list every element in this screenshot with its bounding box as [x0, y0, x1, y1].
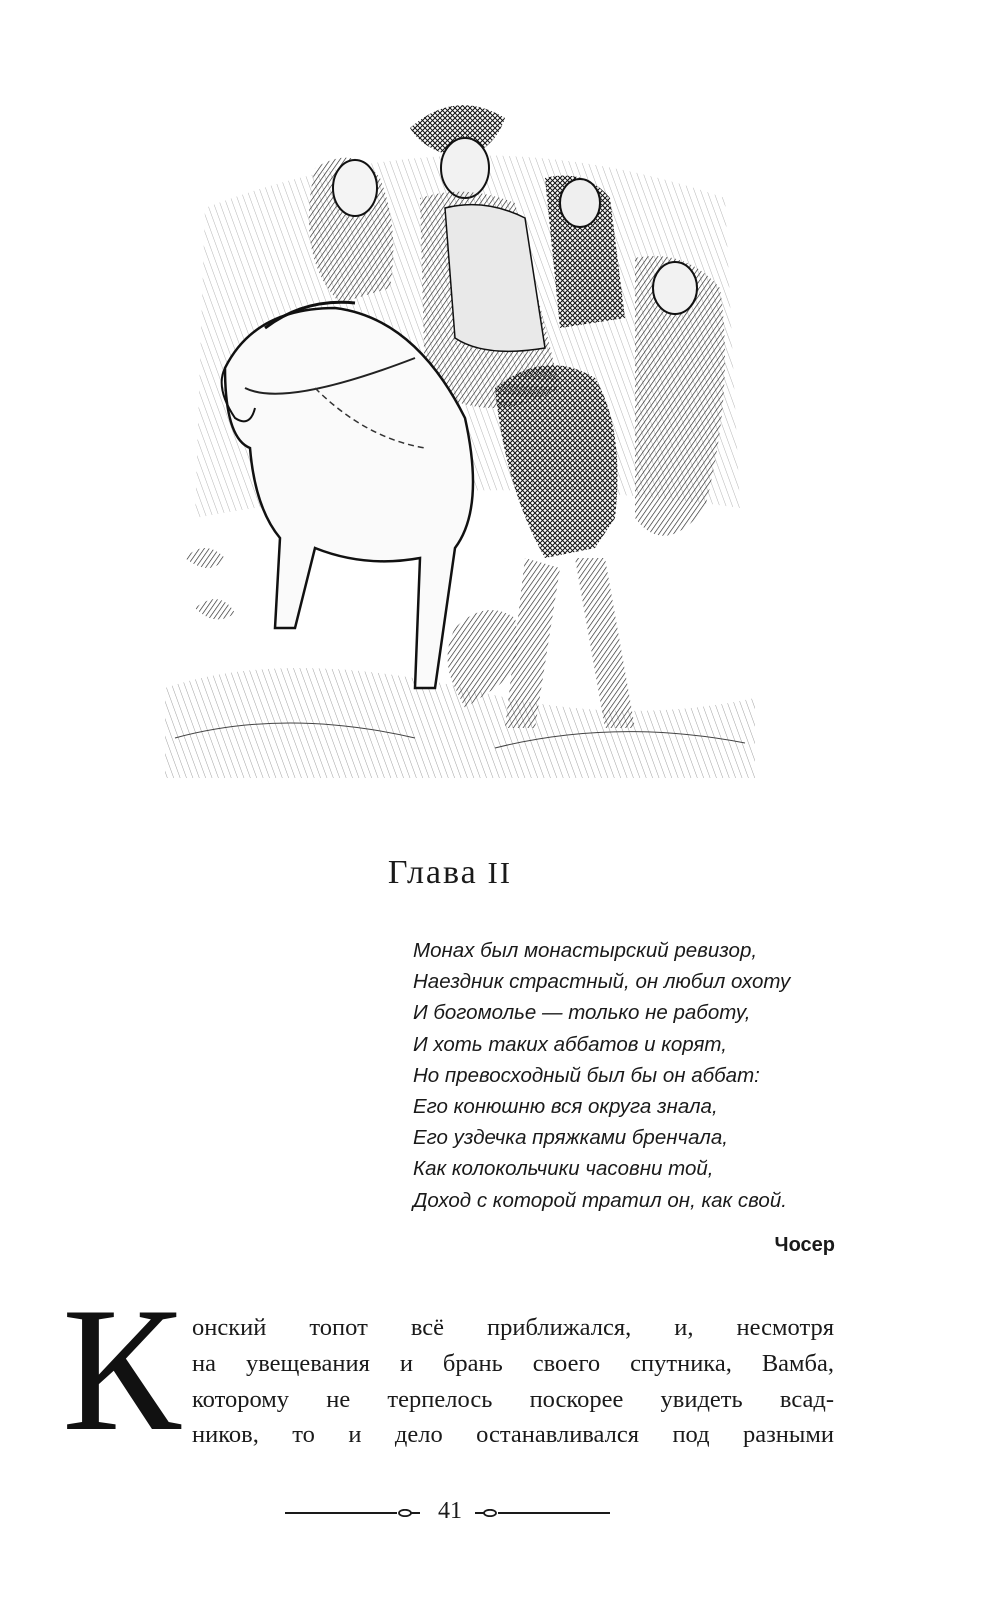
- epigraph-line: Как колокольчики часовни той,: [413, 1157, 714, 1181]
- page-number: 41: [438, 1498, 462, 1524]
- epigraph-line: Но превосходный был бы он аббат:: [413, 1063, 760, 1087]
- epigraph-line: Его конюшню вся округа знала,: [413, 1095, 718, 1119]
- epigraph-line: Его уздечка пряжками бренчала,: [413, 1126, 728, 1150]
- epigraph-line: Монах был монастырский ревизор,: [413, 939, 758, 962]
- chapter-title-word: Глава: [387, 854, 478, 891]
- chapter-title: [0, 854, 900, 892]
- epigraph-line: И хоть таких аббатов и корят,: [413, 1032, 727, 1056]
- body-line: онский топот всё приближался, и, несмотря: [192, 1314, 834, 1341]
- footer-ornament-right: [475, 1509, 610, 1517]
- footer-ornament-left: [285, 1509, 420, 1517]
- chapter-illustration: [165, 88, 755, 778]
- drop-cap: К: [62, 1270, 181, 1468]
- body-line: на увещевания и брань своего спутника, Вамба,: [192, 1349, 834, 1377]
- chapter-title-numeral: II: [487, 855, 513, 890]
- epigraph-line: Доход с которой тратил он, как свой.: [413, 1188, 787, 1212]
- body-line: которому не терпелось поскорее увидеть всад-: [192, 1385, 834, 1413]
- epigraph-line: Наездник страстный, он любил охоту: [413, 970, 791, 994]
- epigraph-author: Чосер: [774, 1234, 835, 1256]
- epigraph: [413, 935, 853, 1216]
- body-line: ников, то и дело останавливался под разными: [192, 1421, 834, 1449]
- engraving-illustration: [165, 88, 755, 778]
- epigraph-line: И богомолье — только не работу,: [413, 1001, 751, 1025]
- body-paragraph: [192, 1310, 834, 1453]
